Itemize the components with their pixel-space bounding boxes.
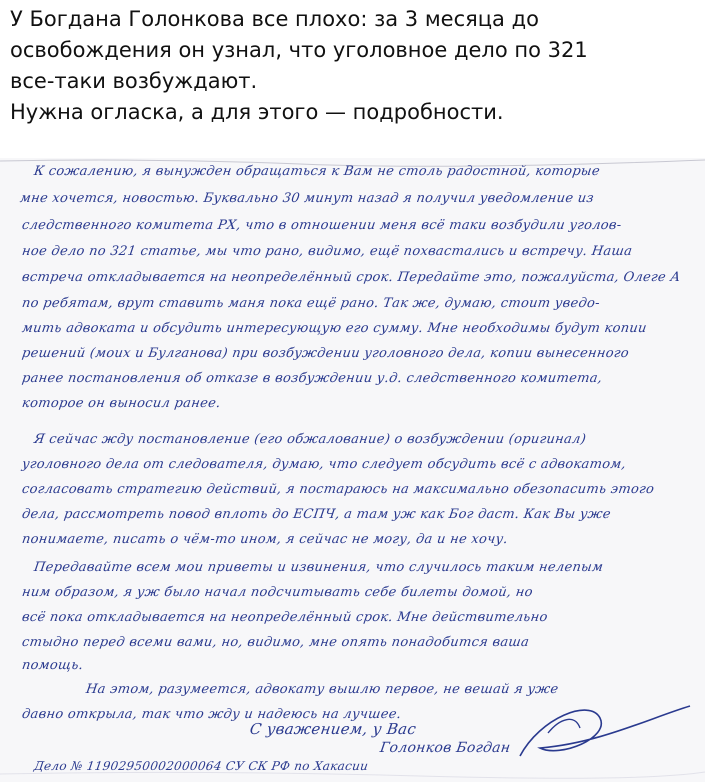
letter-line: ранее постановления об отказе в возбуждении у.д. следственного комитета,: [20, 371, 604, 386]
letter-line: решений (моих и Булганова) при возбуждении уголовного дела, копии вынесенного: [20, 346, 630, 361]
post-caption: [0, 0, 705, 158]
letter-line: К сожалению, я вынужден обращаться к Вам не столь радостной, которые: [32, 164, 601, 179]
signature-greeting: С уважением, у Вас: [248, 720, 418, 738]
handwritten-letter-photo: [0, 158, 705, 782]
letter-line: по ребятам, врут ставить маня пока ещё рано. Так же, думаю, стоит уведо-: [20, 296, 601, 311]
letter-line: мить адвоката и обсудить интересующую его сумму. Мне необходимы будут копии: [20, 321, 648, 336]
letter-line: мне хочется, новостью. Буквально 30 минут назад я получил уведомление из: [18, 191, 595, 206]
letter-line: которое он выносил ранее.: [20, 396, 222, 411]
letter-line: Я сейчас жду постановление (его обжалование) о возбуждении (оригинал): [32, 432, 588, 447]
caption-line-1: У Богдана Голонкова все плохо: за 3 месяца до: [10, 7, 539, 31]
letter-line: ним образом, я уж было начал подсчитывать себе билеты домой, но: [20, 585, 534, 600]
letter-line: дела, рассмотреть повод вплоть до ЕСПЧ, а там уж как Бог даст. Как Вы уже: [20, 507, 612, 522]
letter-line: ное дело по 321 статье, мы что рано, видимо, ещё похвастались и встречу. Наша: [20, 244, 634, 259]
letter-line: встреча откладывается на неопределённый срок. Передайте это, пожалуйста, Олеге А: [20, 270, 682, 285]
letter-line: всё пока откладывается на неопределённый срок. Мне действительно: [20, 610, 549, 625]
letter-line: понимаете, писать о чём-то ином, я сейчас не могу, да и не хочу.: [20, 532, 509, 547]
letter-line: согласовать стратегию действий, я постараюсь на максимально обезопасить этого: [20, 482, 656, 497]
letter-line: На этом, разумеется, адвокату вышлю первое, не вешай я уже: [84, 682, 560, 697]
case-number-footer: Дело № 11902950002000064 СУ СК РФ по Хакасии: [33, 759, 370, 773]
caption-line-2: освобождения он узнал, что уголовное дело по 321: [10, 38, 588, 62]
letter-line: Передавайте всем мои приветы и извинения, что случилось таким нелепым: [32, 560, 605, 575]
letter-line: давно открыла, так что жду и надеюсь на лучшее.: [20, 707, 403, 722]
signature-name: Голонков Богдан: [378, 740, 512, 756]
letter-line: помощь.: [20, 658, 85, 673]
caption-line-4: Нужна огласка, а для этого — подробности.: [10, 100, 504, 124]
letter-line: следственного комитета РХ, что в отношении меня всё таки возбудили уголов-: [20, 218, 623, 233]
letter-line: уголовного дела от следователя, думаю, что следует обсудить всё с адвокатом,: [20, 457, 627, 472]
caption-line-3: все-таки возбуждают.: [10, 69, 258, 93]
letter-line: стыдно перед всеми вами, но, видимо, мне опять понадобится ваша: [20, 635, 531, 650]
